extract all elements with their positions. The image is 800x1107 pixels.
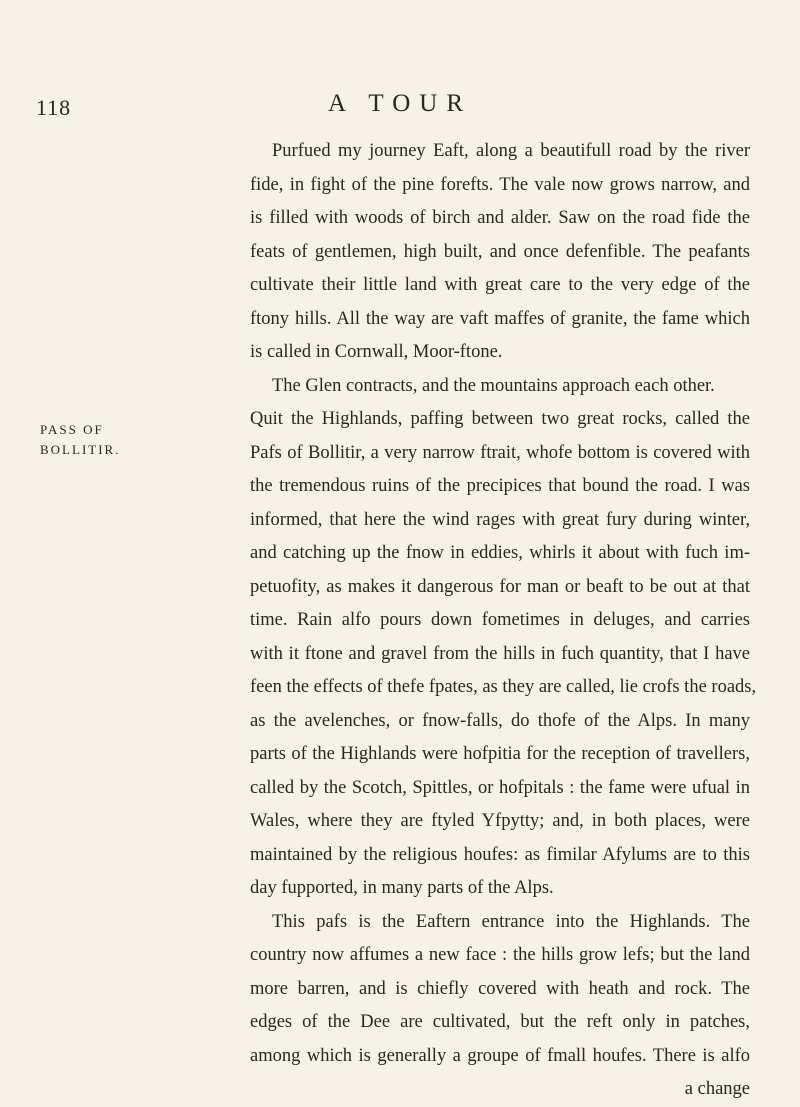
- text-line: informed, that here the wind rages with great fury during winter,: [250, 509, 750, 530]
- text-line: cultivate their little land with great care to the very edge of the: [250, 275, 750, 295]
- margin-note-line: BOLLITIR.: [40, 442, 121, 457]
- page-number: 118: [36, 95, 72, 120]
- catchword: a change: [684, 1079, 750, 1099]
- text-line: more barren, and is chiefly covered with heath and rock. The: [250, 978, 750, 999]
- body-text: [250, 135, 757, 1107]
- text-line: as the avelenches, or fnow-falls, do thofe of the Alps. In many: [250, 710, 750, 731]
- text-line: called by the Scotch, Spittles, or hofpitals : the fame were ufual in: [250, 777, 750, 798]
- text-line: The Glen contracts, and the mountains approach each other.: [272, 375, 715, 396]
- text-line: Quit the Highlands, paffing between two great rocks, called the: [250, 409, 750, 429]
- margin-note-line: PASS OF: [40, 422, 104, 437]
- text-line: parts of the Highlands were hofpitia for the reception of travellers,: [250, 744, 750, 764]
- text-line: day fupported, in many parts of the Alps.: [250, 878, 554, 898]
- text-line: and catching up the fnow in eddies, whirls it about with fuch im-: [250, 543, 750, 563]
- text-line: edges of the Dee are cultivated, but the reft only in patches,: [250, 1012, 750, 1032]
- text-line: is filled with woods of birch and alder. Saw on the road fide the: [250, 208, 750, 228]
- text-line: feats of gentlemen, high built, and once defenfible. The peafants: [250, 241, 750, 262]
- text-line: country now affumes a new face : the hills grow lefs; but the land: [250, 945, 750, 965]
- running-head: A TOUR: [327, 90, 473, 117]
- text-line: Pafs of Bollitir, a very narrow ftrait, whofe bottom is covered with: [250, 442, 750, 463]
- text-line: the tremendous ruins of the precipices that bound the road. I was: [250, 476, 750, 496]
- text-line: among which is generally a groupe of fmall houfes. There is alfo: [250, 1045, 750, 1066]
- text-line: maintained by the religious houfes: as fimilar Afylums are to this: [250, 844, 750, 865]
- text-line: fide, in fight of the pine forefts. The vale now grows narrow, and: [250, 174, 750, 195]
- text-line: Wales, where they are ftyled Yfpytty; and, in both places, were: [250, 811, 750, 831]
- text-line: time. Rain alfo pours down fometimes in deluges, and carries: [250, 610, 750, 630]
- text-line: This pafs is the Eaftern entrance into the Highlands. The: [272, 911, 750, 932]
- margin-note: [40, 420, 120, 460]
- text-line: petuofity, as makes it dangerous for man or beaft to be out at that: [250, 576, 750, 597]
- text-line: with it ftone and gravel from the hills in fuch quantity, that I have: [250, 643, 750, 664]
- text-line: Purfued my journey Eaft, along a beautifull road by the river: [272, 141, 750, 161]
- text-line: is called in Cornwall, Moor-ftone.: [250, 342, 503, 362]
- text-line: feen the effects of thefe fpates, as they are called, lie crofs the roads,: [250, 677, 757, 697]
- text-line: ftony hills. All the way are vaft maffes of granite, the fame which: [250, 308, 750, 329]
